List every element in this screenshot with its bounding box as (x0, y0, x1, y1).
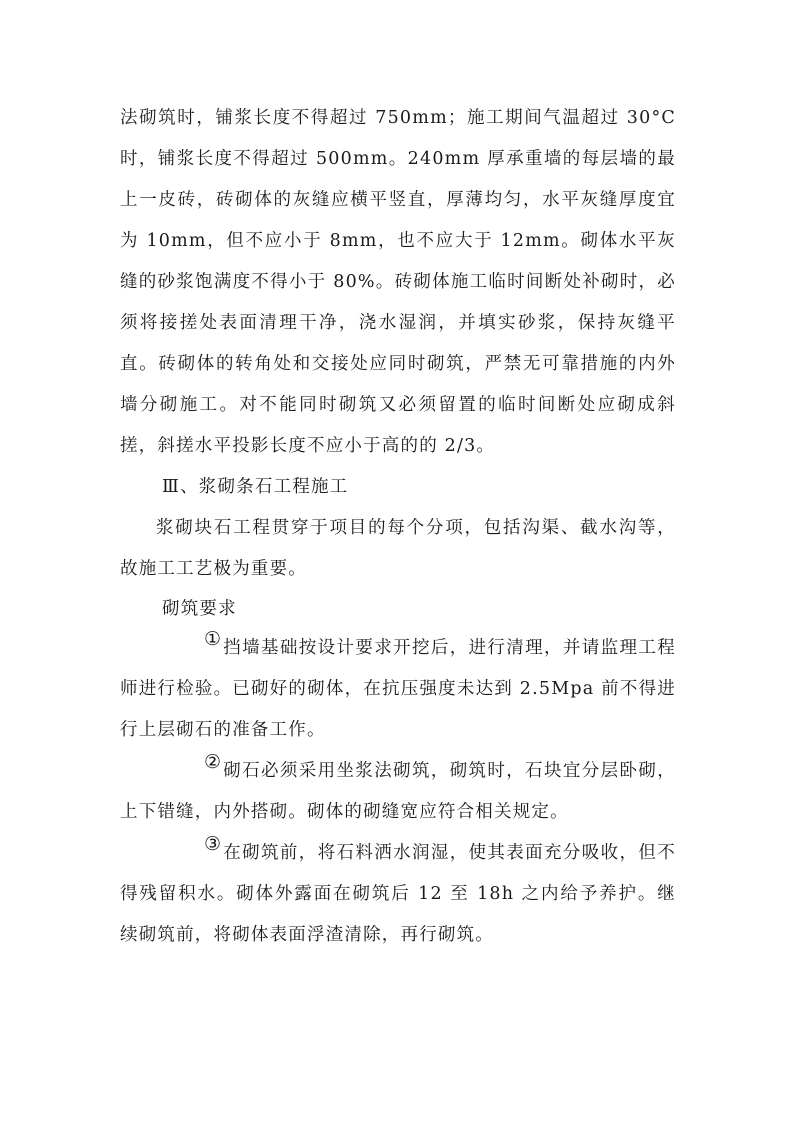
sub-heading-requirements: 砌筑要求 (162, 599, 237, 619)
document-body (120, 98, 676, 956)
circled-number-3: ③ (204, 833, 222, 855)
requirement-text-3: 在砌筑前，将石料洒水润湿，使其表面充分吸收，但不得残留积水。砌体外露面在砌筑后 12 至 18h 之内给予养护。继续砌筑前，将砌体表面浮渣清除，再行砌筑。 (120, 843, 676, 945)
requirement-item-1 (120, 628, 676, 751)
requirement-text-2: 砌石必须采用坐浆法砌筑，砌筑时，石块宜分层卧砌，上下错缝，内外搭砌。砌体的砌缝宽应符合相关规定。 (120, 761, 676, 822)
body-paragraph-intro: 浆砌块石工程贯穿于项目的每个分项，包括沟渠、截水沟等，故施工工艺极为重要。 (120, 518, 676, 579)
circled-number-2: ② (204, 751, 222, 773)
circled-number-1: ① (204, 628, 222, 650)
section-heading: Ⅲ、浆砌条石工程施工 (162, 477, 349, 497)
requirement-item-3 (120, 833, 676, 956)
requirement-text-1: 挡墙基础按设计要求开挖后，进行清理，并请监理工程师进行检验。已砌好的砌体，在抗压强度未达到 2.5Mpa 前不得进行上层砌石的准备工作。 (120, 638, 676, 740)
body-paragraph-masonry-rules: 法砌筑时，铺浆长度不得超过 750mm；施工期间气温超过 30°C 时，铺浆长度不得超过 500mm。240mm 厚承重墙的每层墙的最上一皮砖，砖砌体的灰缝应横平竖直，厚薄均匀，水平灰缝厚度宜为 10mm，但不应小于 8mm，也不应大于 12mm。砌体水平灰缝的砂浆饱满度不得小于 80%。砖砌体施工临时间断处补砌时，必须将接搓处表面清理干净，浇水湿润，并填实砂浆，保持灰缝平直。砖砌体的转角处和交接处应同时砌筑，严禁无可靠措施的内外墙分砌施工。对不能同时砌筑又必须留置的临时间断处应砌成斜搓，斜搓水平投影长度不应小于高的的 2/3。 (120, 108, 676, 456)
requirement-item-2 (120, 751, 676, 833)
